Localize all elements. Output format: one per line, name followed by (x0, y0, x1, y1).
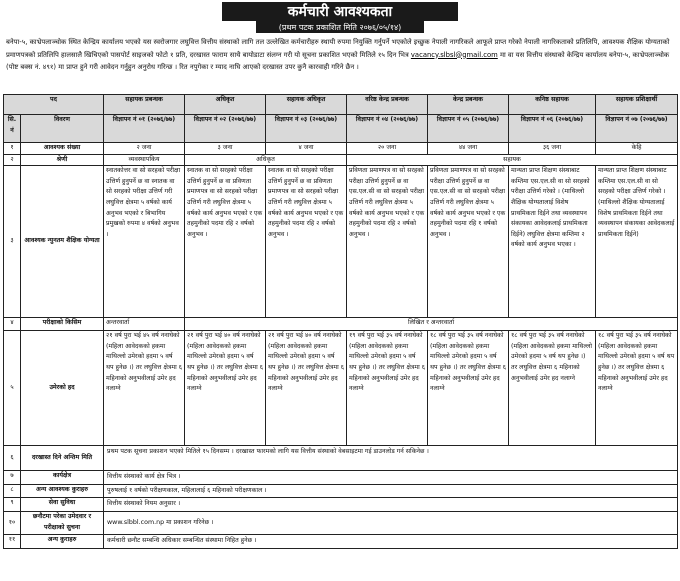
age-cell: १८ वर्ष पुरा भई ३५ वर्ष ननाघेको (महिला आवेदकको हकमा माथिल्लो उमेरको हदमा ५ वर्ष थप हुनेछ ।) तर लघुवित्त क्षेत्रमा ६ महिनाको अनुभवीलाई उमेर हद नलाग्ने (509, 331, 596, 446)
post-count: ३ जना (185, 143, 266, 155)
advert-number: विज्ञापन नं ०३ (२०७६/७७) (266, 115, 347, 143)
age-cell: २१ वर्ष पुरा भई ४० वर्ष ननाघेको (महिला आवेदकको हकमा माथिल्लो उमेरको हदमा ५ वर्ष थप हुनेछ ।) तर लघुवित्त क्षेत्रमा ६ महिनाको अनुभवीलाई उमेर हद नलाग्ने (185, 331, 266, 446)
row-qualification (4, 166, 678, 318)
row-label: अन्य कुराहरु (21, 534, 104, 548)
post-count: २० जना (347, 143, 428, 155)
email-link[interactable]: vacancy.slbsl@gmail.com (410, 50, 498, 59)
notice-subtitle: (प्रथम पटक प्रकाशित मिति २०७६/०५/१४) (256, 21, 424, 33)
row-benefits (4, 498, 678, 512)
intro-paragraph (6, 36, 676, 88)
qualification-cell: प्रविणता प्रमाणपत्र वा सो सरहको परीक्षा उत्तिर्ण हुनुपर्ने छ वा एस.एल.सी वा सो सरहको परीक्षा उत्तिर्ण गरी लघुवित्त क्षेत्रमा ५ वर्षको कार्य अनुभव भएको र एक तहमुनीको पदमा रहि २ वर्षको अनुभव । (347, 166, 428, 318)
advert-number: विज्ञापन नं ०२ (२०७६/७७) (185, 115, 266, 143)
row-label: अन्य आवश्यक कुराहरु (21, 484, 104, 498)
exam-interview: अन्तरवार्ता (104, 318, 185, 331)
row-other-requirements (4, 484, 678, 498)
post-name: कनिष्ठ सहायक (509, 95, 596, 115)
age-cell: १८ वर्ष पुरा भई ३५ वर्ष ननाघेको (महिला आवेदकको हकमा माथिल्लो उमेरको हदमा ५ वर्ष थप हुनेछ ।) तर लघुवित्त क्षेत्रमा ६ महिनाको अनुभवीलाई उमेर हद नलाग्ने (428, 331, 509, 446)
qualification-cell: स्नातकोत्तर वा सो सरहको परीक्षा उत्तिर्ण हुनुपर्ने छ वा स्नातक वा सो सरहको परीक्षा उत्तिर्ण गरी लघुवित्त क्षेत्रमा ५ वर्षको कार्य अनुभव भएको र बिभागिय प्रमुखको रुपमा ४ वर्षको अनुभव । (104, 166, 185, 318)
row-label: आवश्यक न्युनतम शैक्षिक योग्यता (21, 166, 104, 318)
header-post-label: पद (4, 95, 104, 115)
qualification-cell: स्नातक वा सो सरहको परीक्षा उत्तिर्ण हुनुपर्ने छ वा प्रविणता प्रमाणपत्र वा सो सरहको परीक्षा उत्तिर्ण गरी लघुवित्त क्षेत्रमा ५ वर्षको कार्य अनुभव भएको र एक तहमुनीको पदमा रहि २ वर्षको अनुभव । (266, 166, 347, 318)
age-cell: २१ वर्ष पुरा भई ४५ वर्ष ननाघेको (महिला आवेदकको हकमा माथिल्लो उमेरको हदमा ५ वर्ष थप हुनेछ ।) तर लघुवित्त क्षेत्रमा ६ महिनाको अनुभवीलाई उमेर हद नलाग्ने (104, 331, 185, 446)
post-count: ३६ जना (509, 143, 596, 155)
row-sn: १ (4, 143, 21, 155)
age-cell: २१ वर्ष पुरा भई ४० वर्ष ननाघेको (महिला आवेदकको हकमा माथिल्लो उमेरको हदमा ५ वर्ष थप हुनेछ ।) तर लघुवित्त क्षेत्रमा ६ महिनाको अनुभवीलाई उमेर हद नलाग्ने (266, 331, 347, 446)
intro-text-after: मा वा यस वित्तीय संस्थाको केन्द्रिय कार्यालय बनेपा-५, काभ्रेपलाञ्चोक (पोष्ट बक्स नं. ४९१) मा प्राप्त हुने गरी आवेदन गर्नुहुन अनुरोध गरिन्छ । रित नपुगेका र म्याद नाघि आएको दरखास्त उपर कुनै कारवाही गरिने छैन । (6, 50, 670, 71)
exam-written-interview: लिखित र अन्तरवार्ता (185, 318, 678, 331)
post-name: केन्द्र प्रबन्धक (428, 95, 509, 115)
row-label: श्रेणी (21, 154, 104, 166)
intro-text-before: बनेपा-५, काभ्रेपलाञ्चोक स्थित केन्द्रिय कार्यालय भएको यस स्वरोजगार लघुवित्त वित्तीय संस्थाको लागि तल उल्लेखित कर्मचारीहरु स्थायी रुपमा नियुक्ति गर्नुपर्ने भएकोले इच्छुक नेपाली नागरिकले आफूले प्राप्त गरेको नेपाली नागरिकताको प्रतिलिपि, आवश्यक शैक्षिक योग्यताको प्रमाणपत्रको प्रतिलिपि हालसालै खिचिएको पासपोर्ट साइजको फोटो १ प्रति, दरखास्त फाराम साथै बायोडाटा संलग्न गरी यो सूचना प्रकाशित भएको मितिले १५ दिन भित्र (6, 38, 670, 59)
row-selection-notice (4, 511, 678, 534)
row-sn: ५ (4, 331, 21, 446)
row-label: छनौटमा परेका उमेदवार र परीक्षाको सुचना (21, 511, 104, 534)
notice-title: कर्मचारी आवश्यकता (222, 2, 458, 21)
work-area-value: वित्तीय संस्थाको कार्य क्षेत्र भित्र । (104, 471, 678, 485)
post-count: ४ जना (266, 143, 347, 155)
description-header: विवरण (21, 115, 104, 143)
row-sn: ६ (4, 446, 21, 471)
post-name: सहायक अधिकृत (266, 95, 347, 115)
row-label: कार्यक्षेत्र (21, 471, 104, 485)
header-row-post (4, 95, 678, 115)
row-label: परीक्षाको किसिम (21, 318, 104, 331)
qualification-cell: मान्यता प्राप्त शिक्षण संस्थाबाट कम्तिमा एस.एल.सी वा सो सरहको परीक्षा उत्तिर्ण गरेको । (माथिल्लो शैक्षिक योग्यतालाई विशेष प्राथमिकता दिईने तथा व्यवस्थापन संकायका आवेदकलाई प्राथमिकता दिईने) (596, 166, 678, 318)
row-sn: २ (4, 154, 21, 166)
row-label: आवश्यक संख्या (21, 143, 104, 155)
other-requirements-value: पुरुषलाई १ वर्षको परीक्षणकाल, महिलालाई ६ महिनाको परीक्षणकाल । (104, 484, 678, 498)
row-sn: ३ (4, 166, 21, 318)
post-name: वरिष्ठ केन्द्र प्रबन्धक (347, 95, 428, 115)
row-sn: १० (4, 511, 21, 534)
advert-number: विज्ञापन नं ०५ (२०७६/७७) (428, 115, 509, 143)
post-count: ४४ जना (428, 143, 509, 155)
row-deadline (4, 446, 678, 471)
selection-notice-value: www.slbbl.com.np मा प्रकाशन गरिनेछ । (104, 511, 678, 534)
category-assistant: सहायक (347, 154, 678, 166)
row-required-count (4, 143, 678, 155)
row-sn: ७ (4, 471, 21, 485)
header-row-advert (4, 115, 678, 143)
category-officer: अधिकृत (185, 154, 347, 166)
post-count: केहि (596, 143, 678, 155)
advert-number: विज्ञापन नं ०७ (२०७६/७७) (596, 115, 678, 143)
row-sn: ९ (4, 498, 21, 512)
post-name: सहायक प्रशिक्षार्थी (596, 95, 678, 115)
deadline-value: प्रथम पटक सूचना प्रकाशन भएको मितिले १५ दिनसम्म । दरखास्त फारमको लागि यस वित्तीय संस्थाको वेबसाइटमा गई डाउनलोड गर्न सकिनेछ । (104, 446, 678, 471)
row-category (4, 154, 678, 166)
advert-number: विज्ञापन नं ०१ (२०७६/७७) (104, 115, 185, 143)
row-other-matters (4, 534, 678, 548)
row-label: दरखास्त दिने अन्तिम मिति (21, 446, 104, 471)
post-name: अधिकृत (185, 95, 266, 115)
category-management: व्यवस्थापकिय (104, 154, 185, 166)
qualification-cell: प्रविणता प्रमाणपत्र वा सो सरहको परीक्षा उत्तिर्ण हुनुपर्ने छ वा एस.एल.सी वा सो सरहको परीक्षा उत्तिर्ण गरी लघुवित्त क्षेत्रमा ५ वर्षको कार्य अनुभव भएको र एक तहमुनीको पदमा रहि १ वर्षको अनुभव । (428, 166, 509, 318)
post-count: २ जना (104, 143, 185, 155)
sn-header: सि. नं (4, 115, 21, 143)
row-sn: ८ (4, 484, 21, 498)
age-cell: १९ वर्ष पुरा भई ३५ वर्ष ननाघेको (महिला आवेदकको हकमा माथिल्लो उमेरको हदमा ५ वर्ष थप हुनेछ ।) तर लघुवित्त क्षेत्रमा ६ महिनाको अनुभवीलाई उमेर हद नलाग्ने (347, 331, 428, 446)
benefits-value: वित्तीय संस्थाको नियम अनुसार । (104, 498, 678, 512)
other-matters-value: कर्मचारी छनौट सम्बन्धि अधिकार सम्बन्धित संस्थामा निहित हुनेछ । (104, 534, 678, 548)
row-label: उमेरको हद (21, 331, 104, 446)
age-cell: १८ वर्ष पुरा भई ३५ वर्ष ननाघेको (महिला आवेदकको हकमा माथिल्लो उमेरको हदमा ५ वर्ष थप हुनेछ ।) तर लघुवित्त क्षेत्रमा ६ महिनाको अनुभवीलाई उमेर हद नलाग्ने (596, 331, 678, 446)
advert-number: विज्ञापन नं ०६ (२०७६/७७) (509, 115, 596, 143)
row-label: सेवा सुविधा (21, 498, 104, 512)
row-sn: ११ (4, 534, 21, 548)
row-exam-type (4, 318, 678, 331)
qualification-cell: मान्यता प्राप्त शिक्षण संस्थाबाट कम्तिमा एस.एल.सी वा सो सरहको परीक्षा उत्तिर्ण गरेको । (माथिल्लो शैक्षिक योग्यतालाई विशेष प्राथमिकता दिईने तथा व्यवस्थापन संकायका आवेदकलाई प्राथमिकता दिईने) लघुवित्त क्षेत्रमा कम्तिमा २ वर्षको कार्य अनुभव भएका । (509, 166, 596, 318)
vacancy-table (3, 94, 678, 549)
row-work-area (4, 471, 678, 485)
post-name: सहायक प्रबन्धक (104, 95, 185, 115)
row-age-limit (4, 331, 678, 446)
qualification-cell: स्नातक वा सो सरहको परीक्षा उत्तिर्ण हुनुपर्ने छ वा प्रविणता प्रमाणपत्र वा सो सरहको परीक्षा उत्तिर्ण गरी लघुवित्त क्षेत्रमा ५ वर्षको कार्य अनुभव भएको र एक तहमुनीको पदमा रहि २ वर्षको अनुभव । (185, 166, 266, 318)
row-sn: ४ (4, 318, 21, 331)
advert-number: विज्ञापन नं ०४ (२०७६/७७) (347, 115, 428, 143)
